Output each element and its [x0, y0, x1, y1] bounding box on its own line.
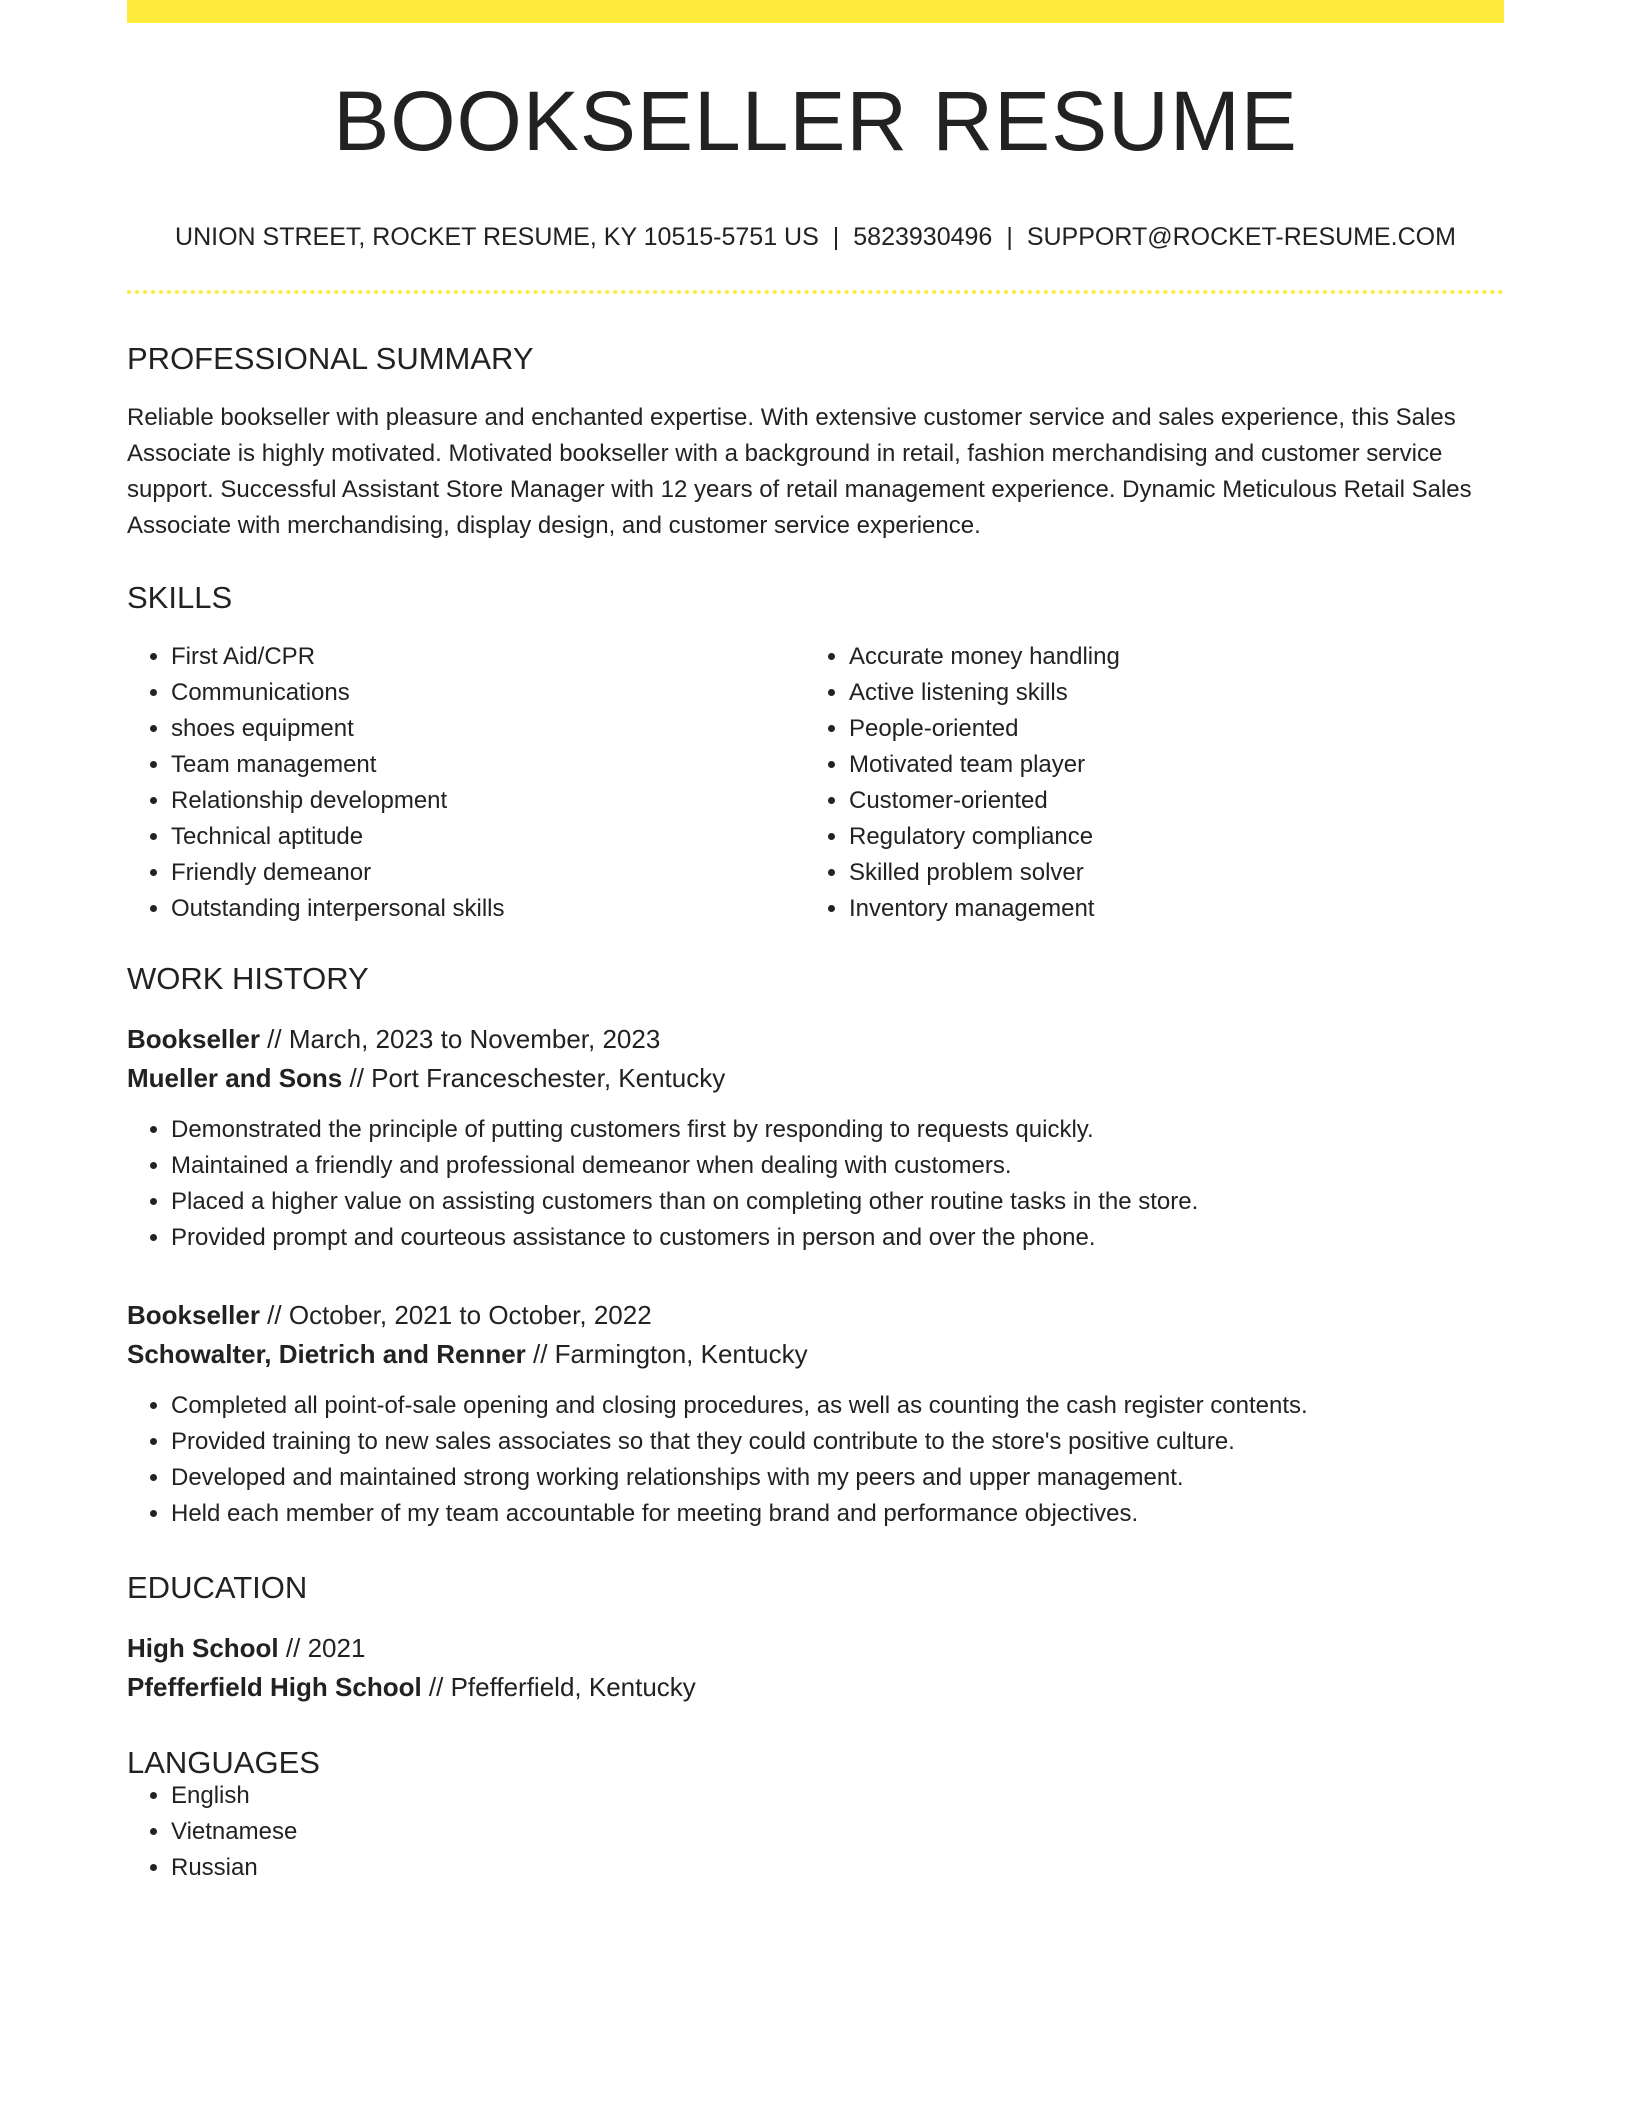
- skill-item: • Team management: [171, 747, 805, 783]
- skill-item: • shoes equipment: [171, 711, 805, 747]
- job-company-line: [127, 1335, 1504, 1374]
- education-year: // 2021: [278, 1633, 366, 1663]
- job-title: Bookseller: [127, 1024, 260, 1054]
- language-item: • Russian: [171, 1850, 1504, 1886]
- job-company: Schowalter, Dietrich and Renner: [127, 1339, 526, 1369]
- skill-item: • Customer-oriented: [849, 783, 1483, 819]
- job-duty-item: • Completed all point-of-sale opening and closing procedures, as well as counting the cash register contents.: [171, 1388, 1504, 1424]
- resume-title: BOOKSELLER RESUME: [333, 74, 1298, 168]
- skills-list-left: [127, 639, 805, 927]
- education-location: // Pfefferfield, Kentucky: [421, 1672, 696, 1702]
- education-entry: [127, 1629, 1504, 1707]
- contact-email: SUPPORT@ROCKET-RESUME.COM: [1026, 223, 1456, 251]
- language-item: • Vietnamese: [171, 1814, 1504, 1850]
- job-entry: [127, 1020, 1504, 1256]
- job-dates: // October, 2021 to October, 2022: [259, 1300, 652, 1330]
- job-title-line: [127, 1296, 1504, 1335]
- job-location: // Port Franceschester, Kentucky: [342, 1063, 726, 1093]
- skill-item: • Communications: [171, 675, 805, 711]
- skill-item: • Relationship development: [171, 783, 805, 819]
- summary-heading: PROFESSIONAL SUMMARY: [127, 341, 534, 376]
- education-degree: High School: [127, 1633, 279, 1663]
- language-item: • English: [171, 1778, 1504, 1814]
- work-history-heading: WORK HISTORY: [127, 961, 369, 996]
- job-duties-list: [127, 1112, 1504, 1256]
- contact-separator: |: [1006, 223, 1013, 251]
- job-title: Bookseller: [127, 1300, 260, 1330]
- job-duty-item: • Held each member of my team accountable for meeting brand and performance objectives.: [171, 1496, 1504, 1532]
- job-company-line: [127, 1059, 1504, 1098]
- contact-line: [127, 225, 1504, 250]
- skill-item: • Accurate money handling: [849, 639, 1483, 675]
- skill-item: • Active listening skills: [849, 675, 1483, 711]
- skill-item: • Technical aptitude: [171, 819, 805, 855]
- skill-item: • Motivated team player: [849, 747, 1483, 783]
- skills-list-right: [805, 639, 1483, 927]
- job-duty-item: • Maintained a friendly and professional demeanor when dealing with customers.: [171, 1148, 1504, 1184]
- job-company: Mueller and Sons: [127, 1063, 343, 1093]
- contact-address: UNION STREET, ROCKET RESUME, KY 10515-5751 US: [175, 223, 819, 251]
- education-heading: EDUCATION: [127, 1570, 308, 1605]
- skill-item: • Friendly demeanor: [171, 855, 805, 891]
- skill-item: • Regulatory compliance: [849, 819, 1483, 855]
- resume-page: [127, 0, 1504, 1886]
- job-title-line: [127, 1020, 1504, 1059]
- education-school-line: [127, 1668, 1504, 1707]
- skill-item: • Skilled problem solver: [849, 855, 1483, 891]
- languages-list: [127, 1778, 1504, 1886]
- job-location: // Farmington, Kentucky: [525, 1339, 808, 1369]
- job-duty-item: • Developed and maintained strong working relationships with my peers and upper management.: [171, 1460, 1504, 1496]
- job-duty-item: • Provided training to new sales associates so that they could contribute to the store's positive culture.: [171, 1424, 1504, 1460]
- skill-item: • Outstanding interpersonal skills: [171, 891, 805, 927]
- education-school: Pfefferfield High School: [127, 1672, 422, 1702]
- header-divider: [127, 290, 1504, 294]
- languages-heading: LANGUAGES: [127, 1745, 320, 1780]
- skill-item: • People-oriented: [849, 711, 1483, 747]
- summary-text: Reliable bookseller with pleasure and enchanted expertise. With extensive customer service and sales experience, this Sales Associate is highly motivated. Motivated bookseller with a background in retail, fashion merchandising and customer service support. Successful Assistant Store Manager with 12 years of retail management experience. Dynamic Meticulous Retail Sales Associate with merchandising, display design, and customer service experience.: [127, 404, 1472, 539]
- skills-grid: [127, 639, 1504, 927]
- job-duty-item: • Provided prompt and courteous assistance to customers in person and over the phone.: [171, 1220, 1504, 1256]
- skill-item: • First Aid/CPR: [171, 639, 805, 675]
- contact-separator: |: [832, 223, 840, 251]
- top-accent-bar: [127, 0, 1504, 23]
- job-dates: // March, 2023 to November, 2023: [259, 1024, 661, 1054]
- education-degree-line: [127, 1629, 1504, 1668]
- job-duties-list: [127, 1388, 1504, 1532]
- skill-item: • Inventory management: [849, 891, 1483, 927]
- job-duty-item: • Placed a higher value on assisting customers than on completing other routine tasks in the store.: [171, 1184, 1504, 1220]
- skills-heading: SKILLS: [127, 580, 233, 615]
- contact-phone: 5823930496: [853, 223, 993, 251]
- job-duty-item: • Demonstrated the principle of putting customers first by responding to requests quickly.: [171, 1112, 1504, 1148]
- job-entry: [127, 1296, 1504, 1532]
